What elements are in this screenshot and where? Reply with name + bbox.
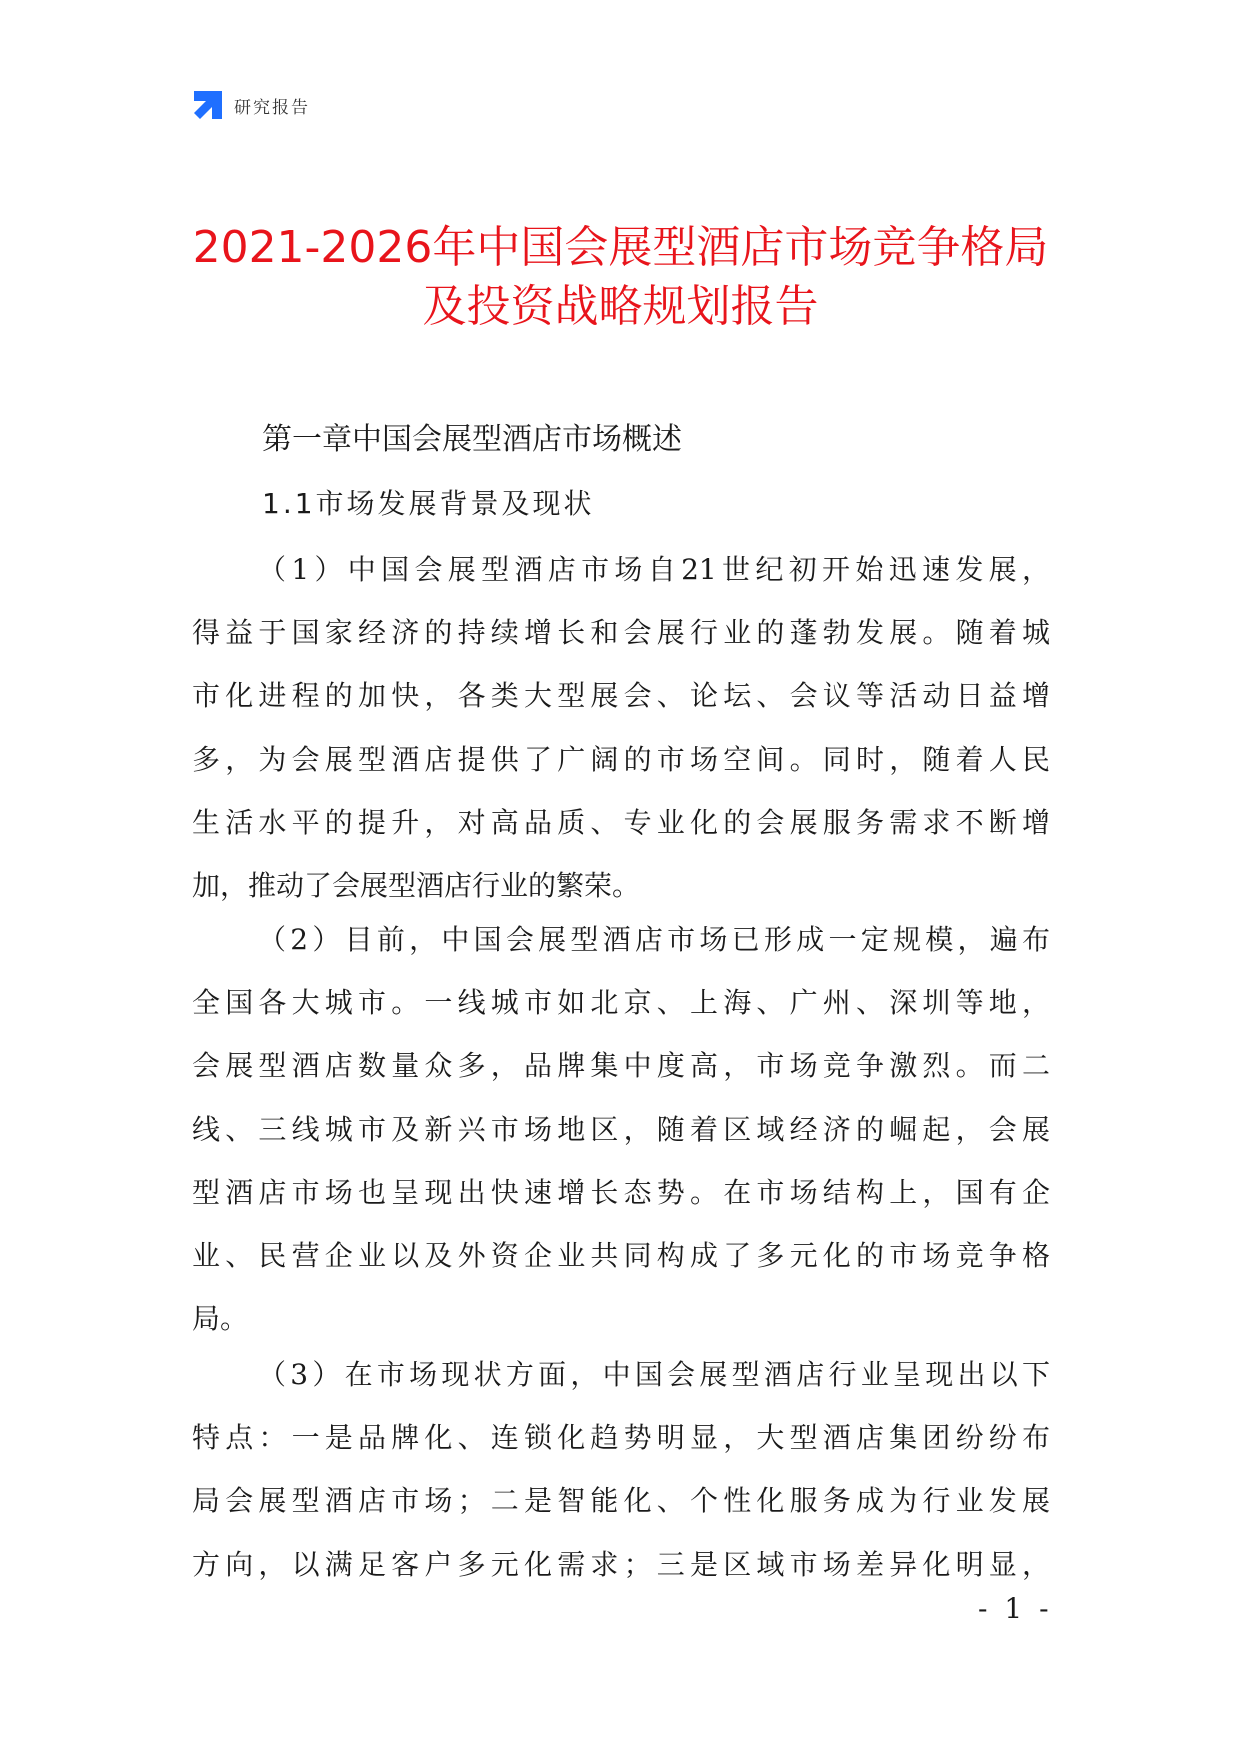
paragraph-line: 生活水平的提升，对高品质、专业化的会展服务需求不断增 (192, 805, 1050, 839)
chapter-heading: 第一章中国会展型酒店市场概述 (262, 422, 682, 457)
paragraph-line: 加，推动了会展型酒店行业的繁荣。 (192, 869, 641, 903)
paragraph-line: 得益于国家经济的持续增长和会展行业的蓬勃发展。随着城 (192, 616, 1050, 650)
paragraph-line: 线、三线城市及新兴市场地区，随着区域经济的崛起，会展 (192, 1112, 1050, 1146)
paragraph-line: 方向，以满足客户多元化需求；三是区域市场差异化明显， (192, 1547, 1050, 1581)
page-number: - 1 - (978, 1592, 1053, 1625)
report-title-line-2: 及投资战略规划报告 (422, 281, 819, 332)
report-title-line-1: 2021-2026年中国会展型酒店市场竞争格局 (192, 222, 1049, 273)
header-label: 研究报告 (234, 97, 310, 118)
paragraph-line: 会展型酒店数量众多，品牌集中度高，市场竞争激烈。而二 (192, 1049, 1050, 1083)
paragraph-line: （2）目前，中国会展型酒店市场已形成一定规模，遍布 (258, 923, 1050, 956)
paragraph-line: 全国各大城市。一线城市如北京、上海、广州、深圳等地， (192, 986, 1050, 1020)
paragraph-line: （3）在市场现状方面，中国会展型酒店行业呈现出以下 (258, 1358, 1050, 1391)
section-heading: 1.1市场发展背景及现状 (262, 487, 595, 520)
paragraph-3 (192, 1343, 1050, 1596)
paragraph-line: 局。 (192, 1302, 249, 1336)
paragraph-line: 型酒店市场也呈现出快速增长态势。在市场结构上，国有企 (192, 1175, 1050, 1209)
report-header (192, 88, 310, 122)
paragraph-line: （1）中国会展型酒店市场自21世纪初开始迅速发展， (258, 553, 1050, 586)
paragraph-1 (192, 538, 1050, 917)
paragraph-line: 多，为会展型酒店提供了广阔的市场空间。同时，随着人民 (192, 742, 1050, 776)
paragraph-line: 市化进程的加快，各类大型展会、论坛、会议等活动日益增 (192, 679, 1050, 713)
paragraph-2 (192, 908, 1050, 1350)
paragraph-line: 局会展型酒店市场；二是智能化、个性化服务成为行业发展 (192, 1484, 1050, 1518)
paragraph-line: 业、民营企业以及外资企业共同构成了多元化的市场竞争格 (192, 1239, 1050, 1273)
report-title (150, 218, 1091, 336)
paragraph-line: 特点：一是品牌化、连锁化趋势明显，大型酒店集团纷纷布 (192, 1421, 1050, 1455)
arrow-up-right-icon (192, 89, 224, 121)
